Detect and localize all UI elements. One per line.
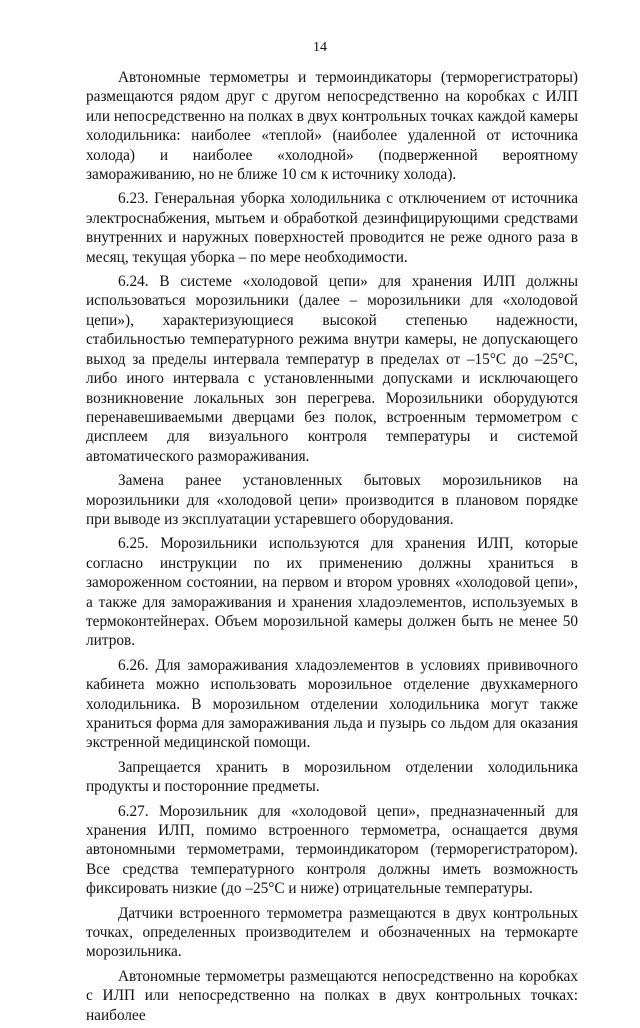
paragraph-thermometers-placement: Автономные термометры и термоиндикаторы (терморегистраторы) размещаются рядом друг с другом непосредственно на коробках с ИЛП или непосредственно на полках в двух контрольных точках каждой камеры холодильника: наиболее «теплой» (наиболее удаленной от источника холода) и наиболее «холодной» (подверженной вероятному замораживанию, но не ближе 10 см к источнику холода). xyxy=(86,69,578,184)
paragraph-6-27: 6.27. Морозильник для «холодовой цепи», предназначенный для хранения ИЛП, помимо встроенного термометра, оснащается двумя автономными термометрами, термоиндикатором (терморегистратором). Все средства температурного контроля должны иметь возможность фиксировать низкие (до –25°С и ниже) отрицательные температуры. xyxy=(86,802,578,898)
paragraph-6-26: 6.26. Для замораживания хладоэлементов в условиях прививочного кабинета можно использовать морозильное отделение двухкамерного холодильника. В морозильном отделении холодильника могут также храниться форма для замораживания льда и пузырь со льдом для оказания экстренной медицинской помощи. xyxy=(86,656,578,752)
document-body xyxy=(86,68,578,1028)
page-number: 14 xyxy=(313,40,327,55)
paragraph-6-24: 6.24. В системе «холодовой цепи» для хранения ИЛП должны использоваться морозильники (далее – морозильники для «холодовой цепи»), характеризующиеся высокой степенью надежности, стабильностью температурного режима внутри камеры, не допускающего выход за пределы интервала температур в пределах от –15°С до –25°С, либо иного интервала с установленными допусками и исключающего возникновение локальных зон перегрева. Морозильники оборудуются перенавешиваемыми дверцами без полок, встроенным термометром с дисплеем для визуального контроля температуры и системой автоматического размораживания. xyxy=(86,273,578,465)
paragraph-replacement: Замена ранее установленных бытовых морозильников на морозильники для «холодовой цепи» производится в плановом порядке при выводе из эксплуатации устаревшего оборудования. xyxy=(86,472,578,528)
paragraph-autonomous-thermometers: Автономные термометры размещаются непосредственно на коробках с ИЛП или непосредственно на полках в двух контрольных точках: наиболее xyxy=(86,967,578,1024)
paragraph-6-25: 6.25. Морозильники используются для хранения ИЛП, которые согласно инструкции по их применению должны храниться в замороженном состоянии, на первом и втором уровнях «холодовой цепи», а также для замораживания и хранения хладоэлементов, используемых в термоконтейнерах. Объем морозильной камеры должен быть не менее 50 литров. xyxy=(86,535,578,650)
paragraph-6-23: 6.23. Генеральная уборка холодильника с отключением от источника электроснабжения, мытьем и обработкой дезинфицирующими средствами внутренних и наружных поверхностей проводится не реже одного раза в месяц, текущая уборка – по мере необходимости. xyxy=(86,190,578,266)
paragraph-sensors: Датчики встроенного термометра размещаются в двух контрольных точках, определенных производителем и обозначенных на термокарте морозильника. xyxy=(86,904,578,961)
paragraph-prohibition: Запрещается хранить в морозильном отделении холодильника продукты и посторонние предметы. xyxy=(86,758,578,796)
